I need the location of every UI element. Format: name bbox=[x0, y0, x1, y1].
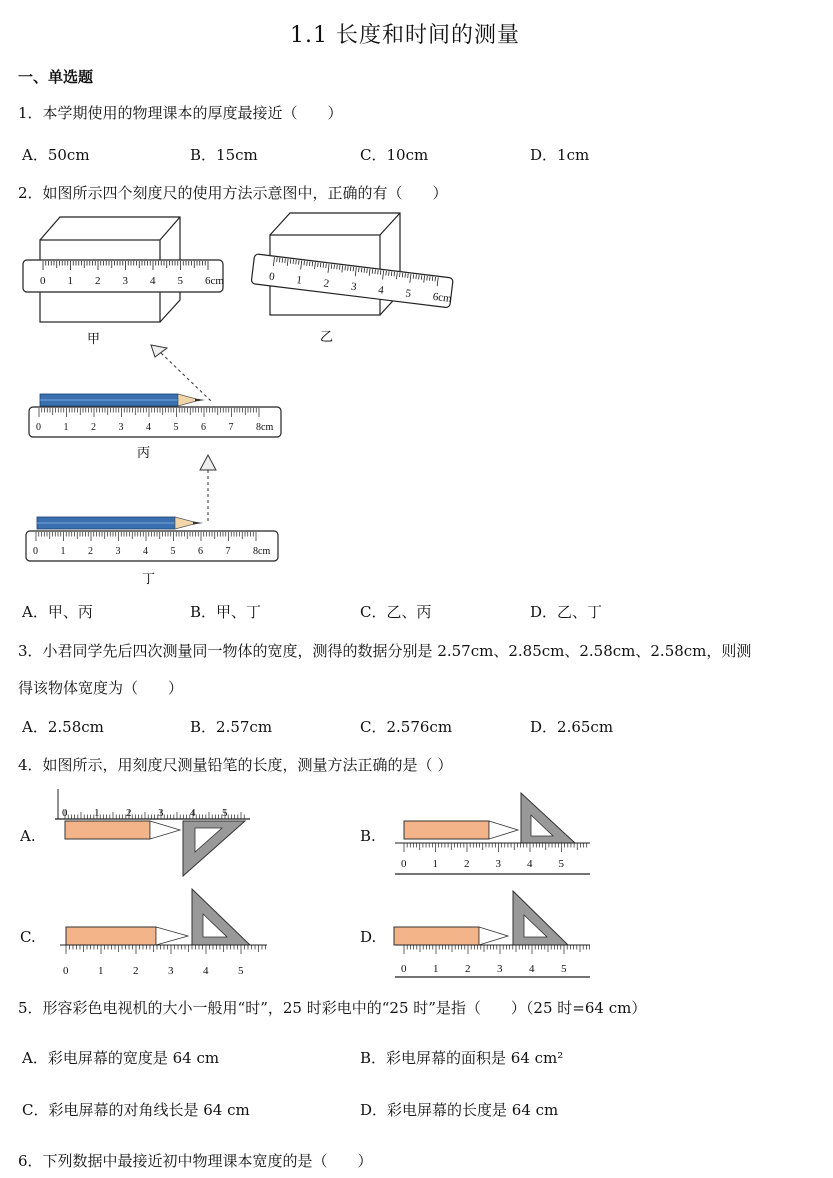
ruler-tick-label: 6 bbox=[201, 422, 206, 433]
ruler-tick bbox=[318, 263, 319, 267]
ruler-tick-label: 3 bbox=[158, 807, 164, 819]
ruler-tick-label: 2 bbox=[322, 277, 330, 290]
q4-label-b: B. bbox=[360, 827, 376, 845]
figure-label-ding: 丁 bbox=[142, 571, 156, 586]
ruler-tick-label: 4 bbox=[190, 807, 196, 819]
ruler-tick bbox=[277, 257, 278, 261]
q4-figure-c bbox=[55, 886, 270, 981]
ruler-tick bbox=[435, 277, 436, 281]
ruler-tick-label: 4 bbox=[527, 858, 533, 870]
q4-label-d: D. bbox=[360, 928, 377, 946]
ruler-tick-label: 5 bbox=[173, 422, 179, 433]
ruler-tick bbox=[345, 266, 346, 270]
ruler-tick bbox=[323, 263, 324, 267]
ruler-tick bbox=[320, 263, 321, 267]
ruler-tick-label: 7 bbox=[228, 422, 234, 433]
ruler-tick-label: 0 bbox=[401, 858, 407, 870]
q1-option-c: C．10cm bbox=[360, 146, 429, 164]
ruler-tick-label: 5 bbox=[222, 807, 228, 819]
ruler-tick bbox=[430, 276, 431, 280]
ruler-tick-label: 3 bbox=[495, 858, 501, 870]
ruler-tick-label: 4 bbox=[150, 275, 156, 287]
ruler-tick bbox=[378, 270, 379, 274]
ruler-tick-label: 1 bbox=[63, 422, 69, 433]
q4-figure-a bbox=[50, 786, 260, 878]
ruler-tick bbox=[285, 259, 286, 263]
question-4: 4．如图所示，用刻度尺测量铅笔的长度，测量方法正确的是（ ） bbox=[18, 756, 453, 774]
figure-label-yi: 乙 bbox=[320, 329, 334, 344]
ruler-tick bbox=[421, 275, 422, 279]
ruler-tick-label: 7 bbox=[225, 546, 231, 557]
ruler-tick-label: 3 bbox=[168, 965, 174, 977]
figure-bing-pencil bbox=[40, 394, 205, 406]
ruler-tick-label: 0 bbox=[36, 422, 41, 433]
ruler-tick-label: 2 bbox=[464, 858, 470, 870]
q4-label-a: A. bbox=[20, 827, 36, 845]
question-2: 2．如图所示四个刻度尺的使用方法示意图中，正确的有（ ） bbox=[18, 184, 448, 202]
ruler-tick-label: 6cm bbox=[205, 275, 224, 287]
ruler-tick bbox=[386, 271, 387, 275]
figure-label-jia: 甲 bbox=[87, 331, 101, 346]
ruler-tick bbox=[399, 273, 400, 277]
figure-jia-ruler bbox=[23, 260, 224, 292]
ruler-tick bbox=[408, 274, 409, 278]
ruler-tick bbox=[282, 258, 283, 262]
section-heading: 一、单选题 bbox=[18, 68, 94, 86]
q5-option-c: C．彩电屏幕的对角线长是 64 cm bbox=[22, 1101, 250, 1119]
ruler-tick-label: 2 bbox=[465, 963, 471, 975]
ruler-tick bbox=[416, 275, 417, 279]
ruler-tick bbox=[279, 258, 280, 262]
q3-option-c: C．2.576cm bbox=[360, 718, 453, 736]
ruler-tick-label: 1 bbox=[94, 807, 100, 819]
ruler-tick bbox=[304, 261, 305, 265]
ruler-tick bbox=[391, 272, 392, 276]
ruler-tick-label: 6cm bbox=[432, 290, 453, 306]
ruler-tick-label: 0 bbox=[401, 963, 407, 975]
q5-option-a: A．彩电屏幕的宽度是 64 cm bbox=[22, 1049, 220, 1067]
ruler-tick-label: 1 bbox=[98, 965, 104, 977]
ruler-tick bbox=[419, 275, 420, 279]
ruler-tick bbox=[307, 261, 308, 265]
ruler-tick-label: 1 bbox=[67, 275, 73, 287]
ruler-tick-label: 0 bbox=[40, 275, 46, 287]
ruler-tick-label: 5 bbox=[404, 287, 412, 301]
ruler-tick bbox=[405, 273, 406, 277]
ruler-tick-label: 1 bbox=[60, 546, 66, 557]
ruler-tick bbox=[364, 268, 365, 272]
q2-option-a: A．甲、丙 bbox=[22, 603, 93, 621]
ruler-tick-label: 8cm bbox=[256, 422, 274, 433]
ruler-tick-label: 0 bbox=[268, 270, 276, 284]
ruler-tick-label: 5 bbox=[561, 963, 567, 975]
ruler-tick bbox=[350, 267, 351, 271]
ruler-tick bbox=[290, 259, 291, 263]
ruler-tick bbox=[337, 265, 338, 269]
ruler-tick-label: 0 bbox=[63, 965, 69, 977]
ruler-tick-label: 4 bbox=[377, 284, 385, 297]
figure-ding-pencil bbox=[37, 517, 203, 529]
q5-option-b: B．彩电屏幕的面积是 64 cm² bbox=[360, 1049, 564, 1067]
ruler-tick bbox=[298, 260, 299, 264]
ruler-tick-label: 2 bbox=[91, 422, 96, 433]
ruler-tick bbox=[334, 265, 335, 269]
ruler-tick-label: 5 bbox=[238, 965, 244, 977]
ruler-tick-label: 2 bbox=[133, 965, 139, 977]
ruler-tick bbox=[389, 271, 390, 275]
q2-option-c: C．乙、丙 bbox=[360, 603, 432, 621]
ruler-tick-label: 1 bbox=[433, 963, 439, 975]
page-title: 1.1 长度和时间的测量 bbox=[290, 23, 520, 48]
ruler-tick-label: 2 bbox=[95, 275, 101, 287]
ruler-tick bbox=[309, 262, 310, 266]
ruler-tick-label: 5 bbox=[170, 546, 176, 557]
ruler-tick-label: 3 bbox=[115, 546, 121, 557]
q2-figure bbox=[15, 205, 475, 590]
figure-bing-ruler bbox=[29, 407, 281, 437]
question-1: 1．本学期使用的物理课本的厚度最接近（ ） bbox=[18, 104, 343, 122]
ruler-tick-label: 0 bbox=[62, 807, 68, 819]
ruler-tick-label: 3 bbox=[497, 963, 503, 975]
question-3-line2: 得该物体宽度为（ ） bbox=[18, 679, 184, 697]
ruler-tick bbox=[375, 270, 376, 274]
question-5: 5．形容彩色电视机的大小一般用“时”，25 时彩电中的“25 时”是指（ ）（25 时=64 cm） bbox=[18, 999, 647, 1017]
q5-option-d: D．彩电屏幕的长度是 64 cm bbox=[360, 1101, 559, 1119]
ruler-tick bbox=[372, 269, 373, 273]
ruler-tick-label: 2 bbox=[126, 807, 132, 819]
ruler-tick bbox=[394, 272, 395, 276]
ruler-tick bbox=[331, 264, 332, 268]
figure-bing-eye bbox=[151, 345, 211, 401]
ruler-tick-label: 5 bbox=[177, 275, 183, 287]
ruler-tick bbox=[361, 268, 362, 272]
q1-option-d: D．1cm bbox=[530, 146, 590, 164]
figure-ding-ruler bbox=[26, 531, 278, 561]
ruler-tick-label: 3 bbox=[350, 280, 358, 294]
ruler-tick-label: 5 bbox=[558, 858, 564, 870]
question-3-line1: 3．小君同学先后四次测量同一物体的宽度，测得的数据分别是 2.57cm、2.85cm、2.58cm、2.58cm，则测 bbox=[18, 642, 752, 660]
ruler-tick bbox=[380, 270, 381, 274]
q3-option-b: B．2.57cm bbox=[190, 718, 273, 736]
q4-figure-b bbox=[390, 788, 595, 880]
ruler-tick bbox=[348, 266, 349, 270]
ruler-tick-label: 4 bbox=[529, 963, 535, 975]
ruler-tick-label: 3 bbox=[122, 275, 128, 287]
ruler-tick bbox=[293, 260, 294, 264]
ruler-tick bbox=[312, 262, 313, 266]
ruler-tick bbox=[296, 260, 297, 264]
ruler-tick bbox=[359, 268, 360, 272]
q4-figure-d bbox=[390, 888, 595, 983]
ruler-tick bbox=[367, 269, 368, 273]
ruler-tick-label: 1 bbox=[295, 274, 303, 287]
ruler-tick-label: 8cm bbox=[253, 546, 271, 557]
ruler-tick bbox=[432, 277, 433, 281]
question-6: 6．下列数据中最接近初中物理课本宽度的是（ ） bbox=[18, 1152, 373, 1170]
ruler-tick-label: 3 bbox=[118, 422, 124, 433]
ruler-tick bbox=[413, 274, 414, 278]
figure-ding-eye bbox=[200, 455, 216, 523]
ruler-tick bbox=[427, 276, 428, 280]
ruler-tick-label: 6 bbox=[198, 546, 203, 557]
ruler-tick bbox=[339, 265, 340, 269]
q4-label-c: C. bbox=[20, 928, 36, 946]
ruler-tick-label: 2 bbox=[88, 546, 93, 557]
figure-label-bing: 丙 bbox=[137, 445, 151, 460]
ruler-tick-label: 4 bbox=[203, 965, 209, 977]
ruler-tick bbox=[326, 264, 327, 268]
ruler-tick bbox=[402, 273, 403, 277]
figure-yi-ruler bbox=[251, 254, 455, 308]
q1-option-b: B．15cm bbox=[190, 146, 258, 164]
q1-option-a: A．50cm bbox=[22, 146, 90, 164]
q3-option-a: A．2.58cm bbox=[22, 718, 104, 736]
q2-option-b: B．甲、丁 bbox=[190, 603, 262, 621]
ruler-tick-label: 0 bbox=[33, 546, 38, 557]
ruler-tick bbox=[353, 267, 354, 271]
ruler-tick-label: 4 bbox=[143, 546, 148, 557]
ruler-tick-label: 1 bbox=[432, 858, 438, 870]
q3-option-d: D．2.65cm bbox=[530, 718, 614, 736]
q2-option-d: D．乙、丁 bbox=[530, 603, 603, 621]
ruler-tick-label: 4 bbox=[146, 422, 151, 433]
